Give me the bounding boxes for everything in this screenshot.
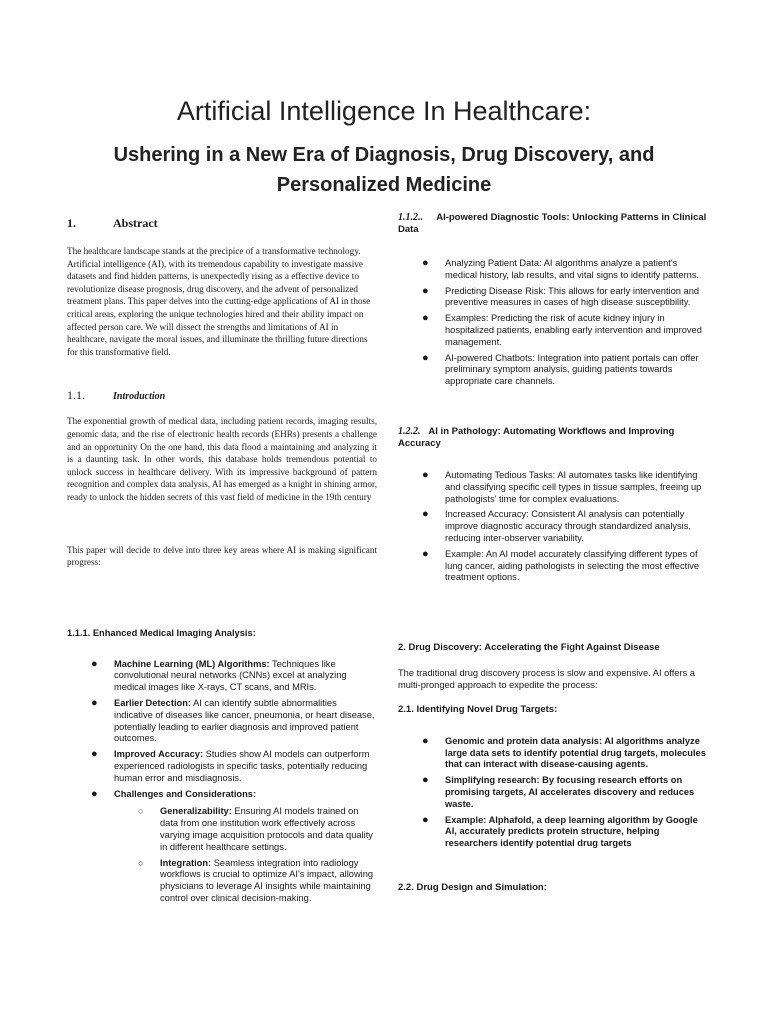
bullet-icon: ●	[422, 813, 429, 826]
drug-design-heading: 2.2. Drug Design and Simulation:	[398, 881, 547, 893]
item-bold: Challenges and Considerations:	[114, 788, 257, 799]
bullet-icon: ●	[422, 508, 429, 521]
item-bold: Machine Learning (ML) Algorithms:	[114, 658, 270, 669]
abstract-number: 1.	[67, 216, 76, 230]
item-text: Analyzing Patient Data: AI algorithms analyze a patient's medical history, lab results, and vital signs to identify patterns.	[445, 258, 700, 280]
list-item	[67, 749, 377, 784]
drug-targets-list	[398, 736, 710, 850]
item-text: Seamless integration into radiology workflows is crucial to optimize AI's impact, allowing physicians to leverage AI insights while maintaining control over clinical decision-making.	[160, 857, 374, 904]
list-item	[398, 815, 710, 850]
paper-subtitle: Ushering in a New Era of Diagnosis, Drug Discovery, and Personalized Medicine	[113, 144, 655, 196]
diagnostic-number: 1.1.2..	[398, 212, 423, 223]
intro-label: Introduction	[113, 391, 166, 403]
diagnostic-label: AI-powered Diagnostic Tools: Unlocking Patterns in Clinical Data	[398, 212, 707, 235]
sub-list-item	[138, 806, 377, 853]
abstract-text: The healthcare landscape stands at the precipice of a transformative technology. Artificial intelligence (AI), with its tremendous capability to investigate massive datasets and find hidden patterns, is unexpectedly rising as a effective device to revolutionize disease prognosis, drug discovery, and the advent of personalized treatment plans. This paper delves into the cutting-edge applications of AI in those critical areas, exploring the unique technologies hired and their ability impact on affected person care. We will dissect the strengths and limitations of AI in healthcare, navigate the moral issues, and illuminate the thrilling future directions for this transformative field.	[67, 246, 371, 357]
list-item	[67, 659, 377, 694]
item-text: AI can identify subtle abnormalities indicative of diseases like cancer, pneumonia, or heart disease, potentially leading to earlier diagnosis and improved patient outcomes.	[114, 698, 375, 744]
diagnostic-heading	[398, 212, 710, 236]
pathology-label: AI in Pathology: Automating Workflows and Improving Accuracy	[398, 425, 675, 449]
list-item	[398, 775, 710, 810]
imaging-list	[67, 659, 377, 905]
item-text: Genomic and protein data analysis: AI algorithms analyze large data sets to identify potential drug targets, molecules that can interact with disease-causing agents.	[445, 735, 706, 770]
diagnostic-list	[398, 258, 710, 388]
item-text: Predicting Disease Risk: This allows for early intervention and preventive measures in cases of high disease susceptibility.	[445, 285, 700, 308]
bullet-icon: ●	[422, 312, 429, 325]
item-text: Example: Alphafold, a deep learning algorithm by Google AI, accurately predicts protein structure, helping researchers identify potential drug targets	[445, 814, 698, 849]
item-bold: Integration:	[160, 857, 212, 868]
bullet-icon: ●	[422, 547, 429, 560]
intro-number: 1.1.	[67, 388, 85, 403]
challenges-sublist	[114, 806, 377, 904]
bullet-icon: ●	[91, 787, 98, 800]
list-item	[398, 258, 710, 282]
drug-text: The traditional drug discovery process is slow and expensive. AI offers a multi-pronged approach to expedite the process:	[398, 668, 695, 690]
imaging-heading: 1.1.1. Enhanced Medical Imaging Analysis:	[67, 627, 256, 638]
paper-title: Artificial Intelligence In Healthcare:	[176, 96, 592, 126]
list-item	[398, 286, 710, 310]
list-item	[398, 353, 710, 388]
bullet-icon: ●	[422, 351, 429, 364]
bullet-icon: ●	[91, 697, 98, 710]
item-bold: Generalizability:	[160, 806, 232, 817]
list-item	[67, 698, 377, 745]
list-item	[67, 789, 377, 905]
pathology-heading	[398, 426, 710, 450]
pathology-number: 1.2.2.	[398, 425, 421, 437]
intro-text-2: This paper will decide to delve into three key areas where AI is making significant progress:	[67, 544, 377, 568]
item-text: Studies show AI models can outperform experienced radiologists in specific tasks, potentially reducing human error and misdiagnosis.	[114, 749, 370, 783]
intro-heading	[67, 388, 377, 403]
list-item	[398, 470, 710, 505]
left-column	[67, 212, 377, 909]
hollow-bullet-icon: ○	[138, 806, 144, 817]
item-text: AI-powered Chatbots: Integration into patient portals can offer preliminary symptom analysis, guiding patients towards appropriate care channels.	[445, 352, 699, 387]
item-text: Examples: Predicting the risk of acute kidney injury in hospitalized patients, enabling early intervention and improved management.	[445, 313, 702, 347]
item-text: Automating Tedious Tasks: AI automates tasks like identifying and classifying specific cell types in tissue samples, freeing up pathologists' time for complex evaluations.	[445, 469, 702, 504]
bullet-icon: ●	[422, 468, 429, 481]
bullet-icon: ●	[422, 734, 429, 747]
item-text: Increased Accuracy: Consistent AI analysis can potentially improve diagnostic accuracy through standardized analysis, reducing inter-observer variability.	[445, 509, 691, 543]
bullet-icon: ●	[91, 657, 98, 670]
item-bold: Improved Accuracy:	[114, 749, 204, 760]
item-text: Simplifying research: By focusing research efforts on promising targets, AI accelerates discovery and reduces waste.	[445, 775, 695, 809]
list-item	[398, 736, 710, 771]
bullet-icon: ●	[422, 257, 429, 269]
hollow-bullet-icon: ○	[138, 857, 144, 868]
pathology-list	[398, 470, 710, 584]
bullet-icon: ●	[91, 748, 98, 761]
sub-list-item	[138, 858, 377, 905]
intro-text: The exponential growth of medical data, including patient records, imaging results, genomic data, and the rise of electronic health records (EHRs) presents a challenge and an opportunity On the one hand, this data flood a maintaining and analyzing it is a daunting task. In other words, this database holds tremendous potential to unlock success in healthcare delivery. With its impressive background of pattern recognition and complex data analysis, AI has emerged as a knight in shining armor, ready to unlock the hidden secrets of this vast field of medicine in the 19th century	[67, 416, 377, 502]
abstract-label: Abstract	[113, 216, 158, 230]
list-item	[398, 549, 710, 584]
item-text: Techniques like convolutional neural networks (CNNs) excel at analyzing medical images like X-rays, CT scans, and MRIs.	[114, 658, 347, 693]
bullet-icon: ●	[422, 284, 429, 297]
list-item	[398, 313, 710, 348]
abstract-heading	[67, 216, 377, 231]
item-bold: Earlier Detection:	[114, 698, 191, 709]
drug-targets-heading: 2.1. Identifying Novel Drug Targets:	[398, 703, 558, 715]
item-text: Example: An AI model accurately classifying different types of lung cancer, aiding pathologists in selecting the most effective treatment options.	[445, 548, 700, 583]
list-item	[398, 509, 710, 544]
right-column	[398, 212, 710, 894]
drug-heading: 2. Drug Discovery: Accelerating the Fight Against Disease	[398, 642, 660, 654]
item-text: Ensuring AI models trained on data from one institution work effectively across varying image acquisition protocols and data quality in different healthcare settings.	[160, 806, 373, 852]
bullet-icon: ●	[422, 774, 429, 787]
